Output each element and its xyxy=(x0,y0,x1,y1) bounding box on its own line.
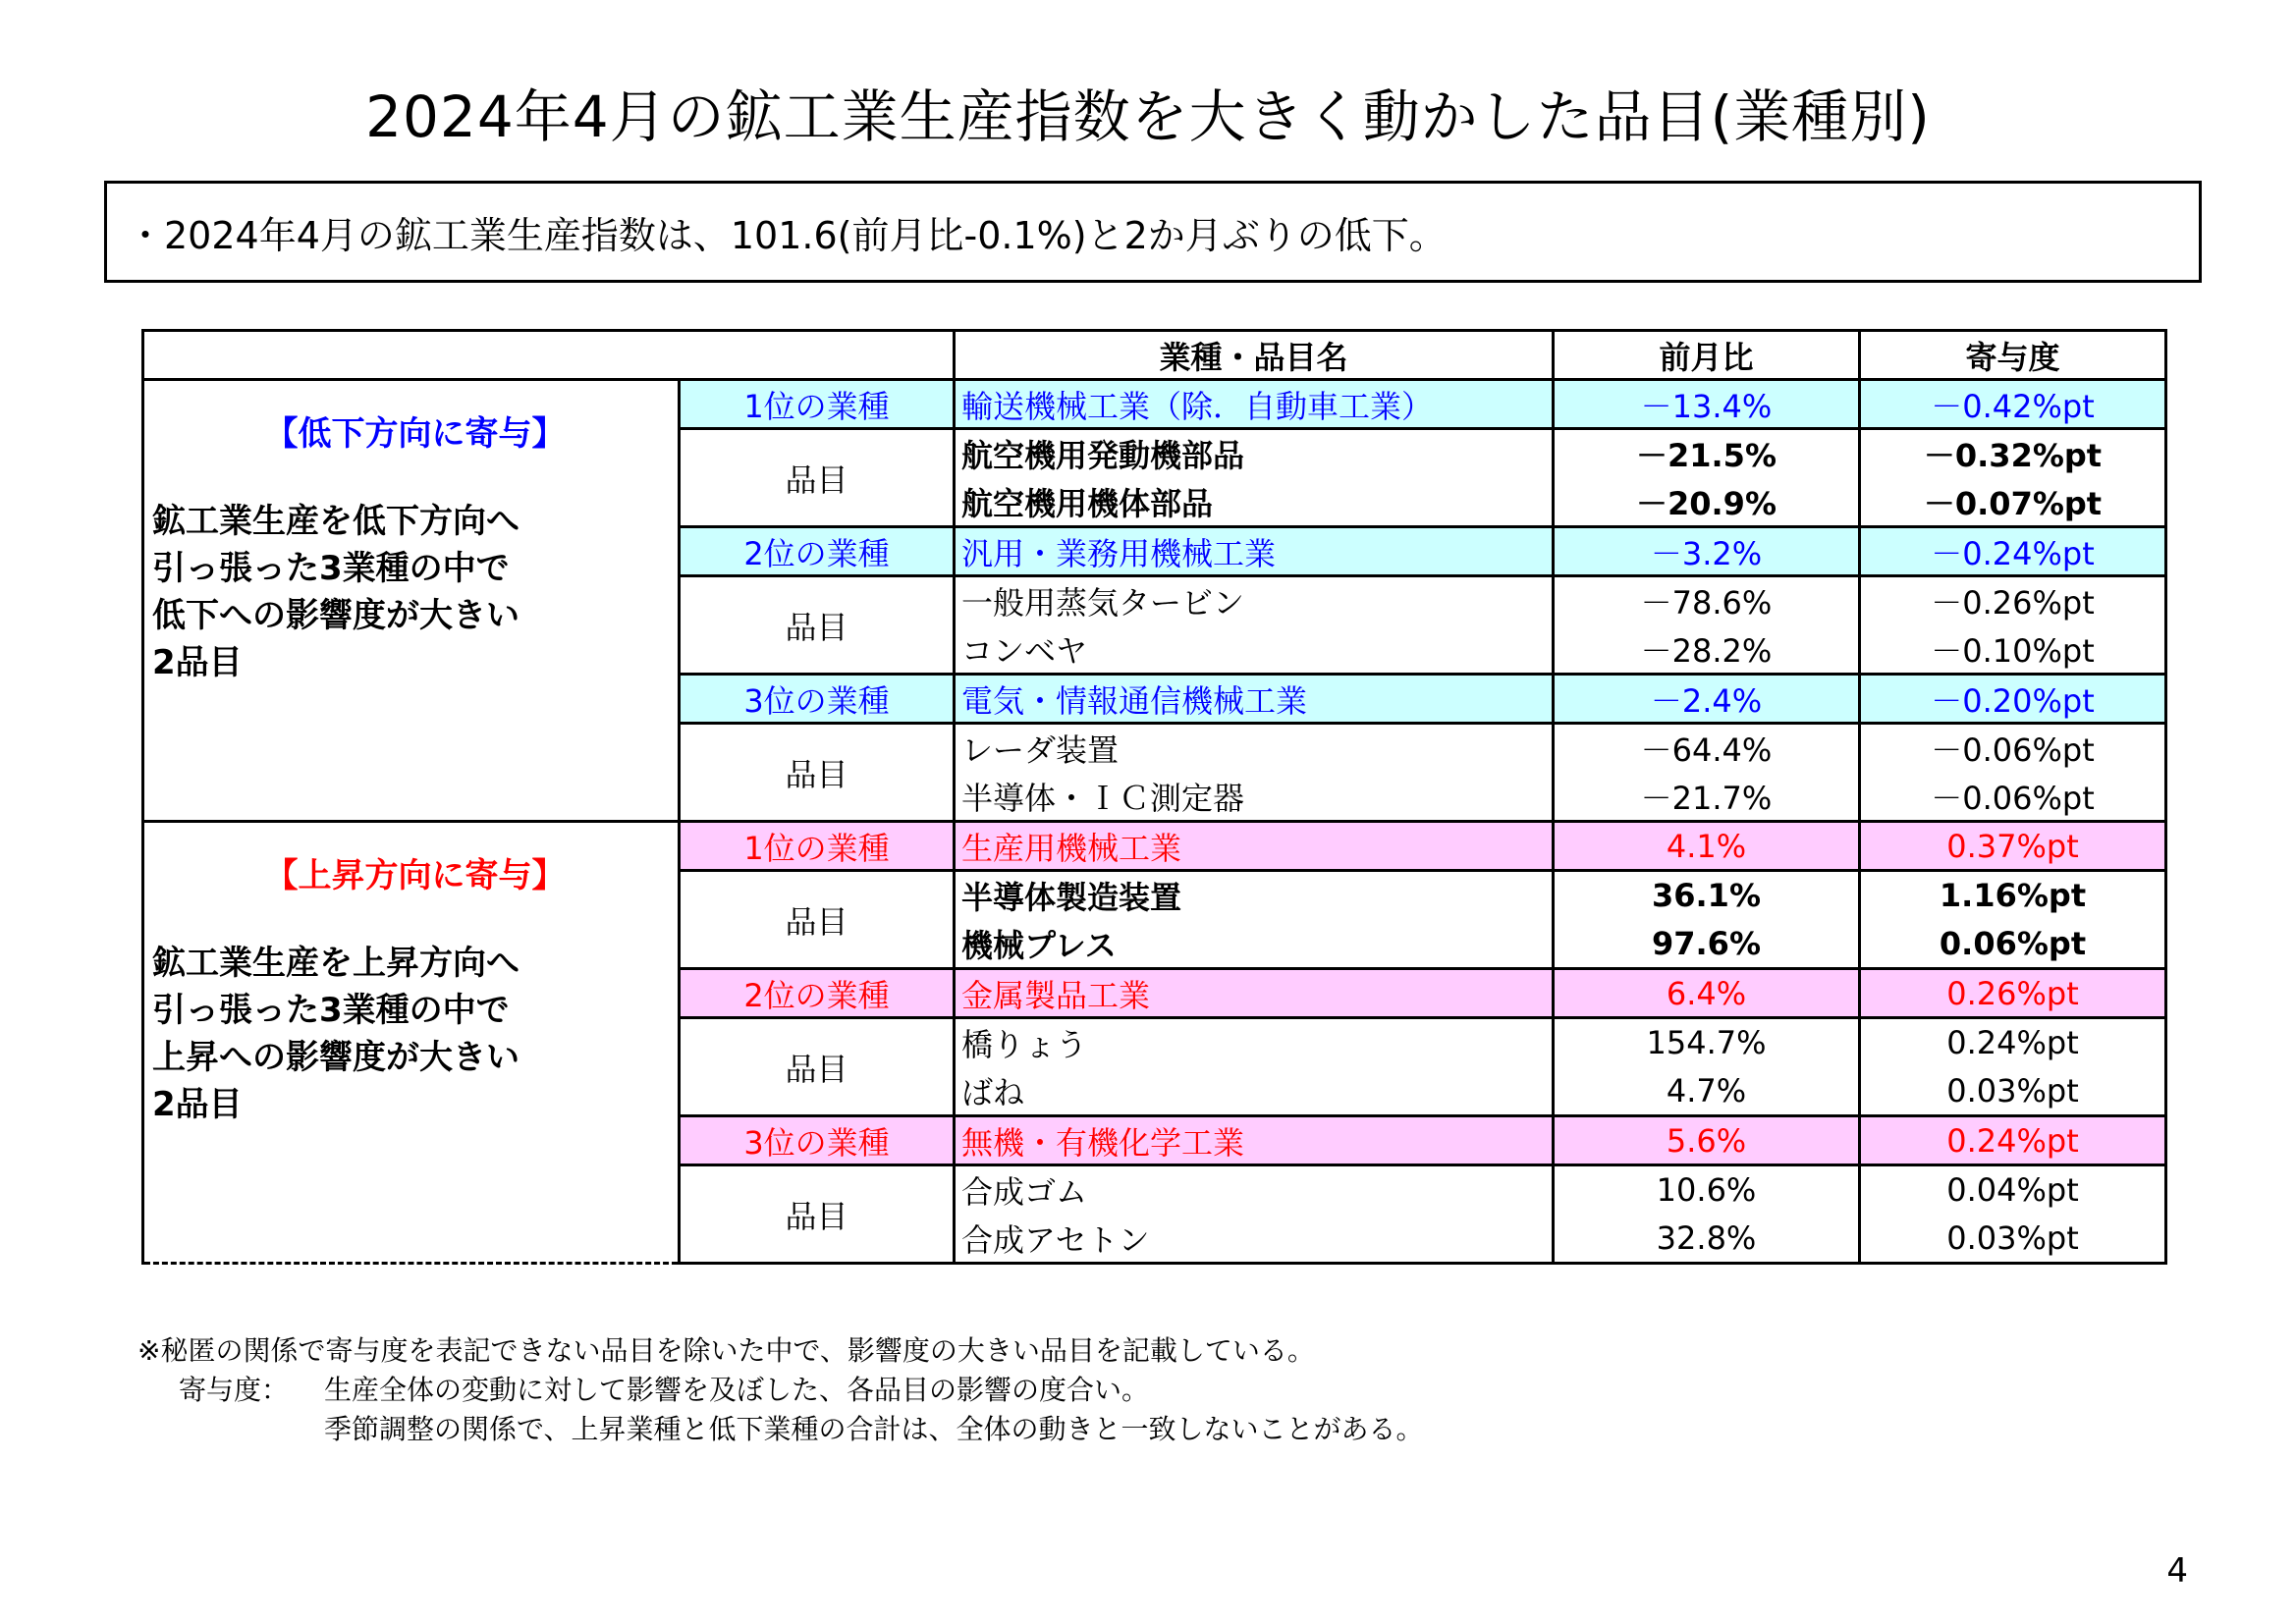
header-mom: 前月比 xyxy=(1554,331,1860,380)
industry-rank: 2位の業種 xyxy=(680,969,955,1018)
summary-text: ・2024年4月の鉱工業生産指数は、101.6(前月比-0.1%)と2か月ぶりの低下。 xyxy=(127,213,1447,257)
item-label: 品目 xyxy=(680,871,955,969)
industry-mom: 5.6% xyxy=(1554,1116,1860,1165)
industry-mom: －3.2% xyxy=(1554,527,1860,576)
item-contribution: －0.26%pt xyxy=(1860,576,2166,625)
industry-rank: 3位の業種 xyxy=(680,1116,955,1165)
industry-contribution: －0.20%pt xyxy=(1860,675,2166,724)
item-mom: －64.4% xyxy=(1554,724,1860,773)
industry-contribution: －0.42%pt xyxy=(1860,380,2166,429)
item-name: ばね xyxy=(955,1067,1554,1116)
footnote-2 xyxy=(137,1371,1423,1410)
item-name: 航空機用機体部品 xyxy=(955,478,1554,527)
item-label: 品目 xyxy=(680,576,955,675)
item-label: 品目 xyxy=(680,429,955,527)
table-row xyxy=(143,380,2166,429)
item-name: 半導体製造装置 xyxy=(955,871,1554,920)
summary-box xyxy=(104,181,2202,283)
item-name: 合成アセトン xyxy=(955,1215,1554,1264)
contribution-table xyxy=(141,329,2167,1265)
item-mom: －28.2% xyxy=(1554,625,1860,675)
item-mom: －21.5% xyxy=(1554,429,1860,478)
industry-contribution: 0.26%pt xyxy=(1860,969,2166,1018)
item-mom: －21.7% xyxy=(1554,773,1860,822)
industry-rank: 1位の業種 xyxy=(680,822,955,871)
down-section-title: 【低下方向に寄与】 xyxy=(264,414,566,454)
item-contribution: 1.16%pt xyxy=(1860,871,2166,920)
item-name: 一般用蒸気タービン xyxy=(955,576,1554,625)
item-name: 合成ゴム xyxy=(955,1165,1554,1215)
item-contribution: 0.06%pt xyxy=(1860,920,2166,969)
table-header-row xyxy=(143,331,2166,380)
industry-name: 無機・有機化学工業 xyxy=(955,1116,1554,1165)
item-mom: 32.8% xyxy=(1554,1215,1860,1264)
item-name: レーダ装置 xyxy=(955,724,1554,773)
industry-mom: 6.4% xyxy=(1554,969,1860,1018)
item-mom: 97.6% xyxy=(1554,920,1860,969)
item-name: 半導体・ＩＣ測定器 xyxy=(955,773,1554,822)
down-section-desc: 鉱工業生産を低下方向へ 引っ張った3業種の中で 低下への影響度が大きい 2品目 xyxy=(152,502,519,682)
item-contribution: 0.24%pt xyxy=(1860,1018,2166,1067)
item-label: 品目 xyxy=(680,1165,955,1264)
table-row xyxy=(143,822,2166,871)
industry-mom: －2.4% xyxy=(1554,675,1860,724)
item-mom: －78.6% xyxy=(1554,576,1860,625)
header-name: 業種・品目名 xyxy=(955,331,1554,380)
item-mom: 36.1% xyxy=(1554,871,1860,920)
up-section-title: 【上昇方向に寄与】 xyxy=(264,856,566,895)
item-mom: 154.7% xyxy=(1554,1018,1860,1067)
item-contribution: 0.03%pt xyxy=(1860,1215,2166,1264)
item-contribution: －0.06%pt xyxy=(1860,724,2166,773)
page-number: 4 xyxy=(2166,1551,2188,1591)
industry-rank: 3位の業種 xyxy=(680,675,955,724)
item-contribution: －0.06%pt xyxy=(1860,773,2166,822)
industry-contribution: 0.37%pt xyxy=(1860,822,2166,871)
item-label: 品目 xyxy=(680,1018,955,1116)
up-section-label xyxy=(143,822,680,1264)
footnote-3: 季節調整の関係で、上昇業種と低下業種の合計は、全体の動きと一致しないことがある。 xyxy=(324,1413,1424,1445)
item-name: 機械プレス xyxy=(955,920,1554,969)
industry-name: 生産用機械工業 xyxy=(955,822,1554,871)
item-name: 航空機用発動機部品 xyxy=(955,429,1554,478)
item-mom: 4.7% xyxy=(1554,1067,1860,1116)
item-mom: －20.9% xyxy=(1554,478,1860,527)
industry-mom: 4.1% xyxy=(1554,822,1860,871)
page-title: 2024年4月の鉱工業生産指数を大きく動かした品目(業種別) xyxy=(365,83,1931,150)
footnote-term: 寄与度： xyxy=(179,1374,290,1406)
industry-rank: 1位の業種 xyxy=(680,380,955,429)
down-section-label xyxy=(143,380,680,822)
item-contribution: 0.03%pt xyxy=(1860,1067,2166,1116)
item-name: コンベヤ xyxy=(955,625,1554,675)
item-contribution: －0.07%pt xyxy=(1860,478,2166,527)
item-label: 品目 xyxy=(680,724,955,822)
industry-contribution: －0.24%pt xyxy=(1860,527,2166,576)
item-contribution: －0.10%pt xyxy=(1860,625,2166,675)
header-blank xyxy=(143,331,955,380)
industry-name: 金属製品工業 xyxy=(955,969,1554,1018)
industry-rank: 2位の業種 xyxy=(680,527,955,576)
header-contribution: 寄与度 xyxy=(1860,331,2166,380)
industry-mom: －13.4% xyxy=(1554,380,1860,429)
footnote-1: ※秘匿の関係で寄与度を表記できない品目を除いた中で、影響度の大きい品目を記載している。 xyxy=(137,1334,1315,1367)
industry-name: 電気・情報通信機械工業 xyxy=(955,675,1554,724)
footnotes xyxy=(137,1331,1423,1449)
up-section-desc: 鉱工業生産を上昇方向へ 引っ張った3業種の中で 上昇への影響度が大きい 2品目 xyxy=(152,944,519,1124)
industry-name: 汎用・業務用機械工業 xyxy=(955,527,1554,576)
item-contribution: －0.32%pt xyxy=(1860,429,2166,478)
industry-name: 輸送機械工業（除．自動車工業） xyxy=(955,380,1554,429)
footnote-2-text: 生産全体の変動に対して影響を及ぼした、各品目の影響の度合い。 xyxy=(324,1374,1150,1406)
item-name: 橋りょう xyxy=(955,1018,1554,1067)
item-mom: 10.6% xyxy=(1554,1165,1860,1215)
industry-contribution: 0.24%pt xyxy=(1860,1116,2166,1165)
item-contribution: 0.04%pt xyxy=(1860,1165,2166,1215)
